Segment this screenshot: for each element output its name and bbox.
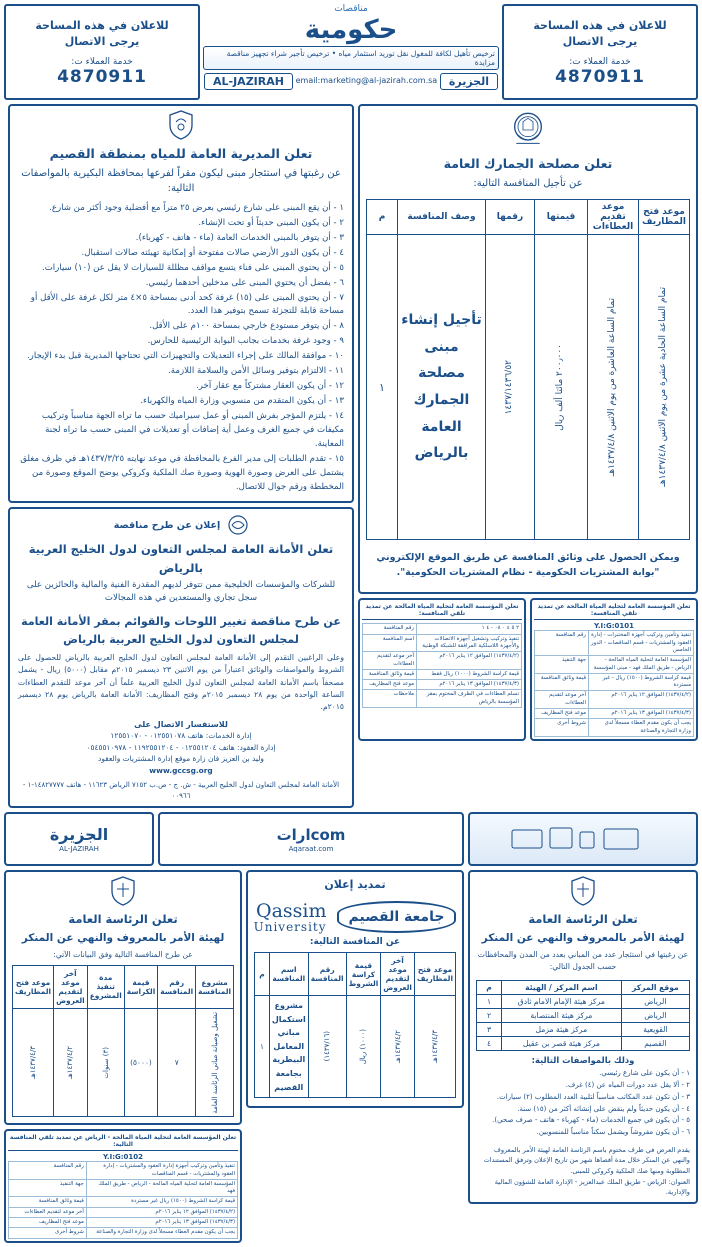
customs-value-text: ٢٠٠٫٠٠٠ مائتا ألف ريال (555, 343, 566, 431)
hl-footer-2: العنوان: الرياض - طريق الملك عبدالعزيز - الإدارة العامة للشؤون المالية والإدارية. (494, 1177, 690, 1196)
customs-note: ويمكن الحصول على وثائق المنافسة عن طريق الموقع الإلكتروني "بوابة المشتريات الحكومية - نظام المشتريات الحكومية". (376, 552, 680, 579)
hl-col-no: م (477, 981, 502, 995)
table-row (535, 709, 694, 719)
hayaa-right-announcement (4, 870, 242, 1125)
legal-1-c8: (١٤٣٧/٤/٣) الموافق ١٣ يناير ٢٠١٦م (589, 709, 694, 719)
table-row (255, 996, 456, 1098)
gcc-header: إعلان عن طرح مناقصة (113, 519, 221, 531)
legal-box-1-title: تعلن المؤسسة العامة لتحلية المياه المالحة عن تمديد تلقي المنافسة: (534, 602, 694, 620)
hr-cell-offers (54, 1008, 88, 1117)
legal-1-c7: آخر موعد لتقديم العطاءات (535, 691, 589, 709)
legal-box-3 (4, 1129, 242, 1242)
masthead-title: حكومية (304, 15, 398, 45)
qassim-logo-en-top: Qassim (256, 899, 327, 922)
hl-r1-name: مركز هيئة الإمام الامام ثادق (502, 995, 622, 1009)
legal-3-c0: تنفيذ وتأمين وتركيب أجهزة إدارة العقود والمشتريات - إدارة العقود والمشتريات - قسم المناقصات (86, 1162, 237, 1180)
gcc-title: تعلن الأمانة العامة لمجلس التعاون لدول الخليج العربية بالرياض (28, 542, 334, 575)
table-header-row (477, 981, 690, 995)
hl-r2-no: ٢ (477, 1009, 502, 1023)
hl-r2-location: الرياض (621, 1009, 689, 1023)
ad-aqaraat[interactable] (158, 812, 464, 866)
masthead-footer (204, 73, 498, 90)
hayaa-left-spec-title: وذلك بالمواصفات التالية: (531, 1055, 635, 1066)
q-col-open: موعد فتح المظاريف (414, 953, 455, 996)
legal-box-1 (530, 598, 698, 741)
q-cell-name: مشروع استكمال مباني المعامل البيطرية بجامعة القصيم (269, 996, 308, 1098)
hr-open-text: ١٤٣٧/٤/٣هـ (29, 1045, 38, 1079)
legal-1-c0: تنفيذ وتأمين وتركيب أجهزة المختبرات - إدارة العقود والمشتريات - قسم المناقصات - الدور الخامس (589, 631, 694, 656)
table-row (9, 1179, 238, 1197)
qassim-logo-en (253, 899, 327, 934)
customs-emblem-icon (511, 110, 545, 150)
water-item-14: ١٤ - يلتزم المؤجر بفرش المبنى أو عمل سيراميك حسب ما تراه الجهة مناسباً وتركيب مكيفات في جميع الغرف وعمل أية إضافات أو تعديلات في المبنى حسب ما تراه لجنة المعاينة. (41, 410, 344, 449)
hayaa-right-title: تعلن الرئاسة العامة (68, 912, 178, 927)
hl-spec-1: ١ - أن يكون على شارع رئيسي. (599, 1069, 690, 1078)
table-row (535, 656, 694, 674)
legal-2-c6: قيمة كراسة الشروط (١٠٠٠) ريال فقط (417, 669, 522, 679)
hr-col-project: مشروع المنافسة (196, 965, 234, 1008)
q-cell-number (308, 996, 346, 1098)
water-title: تعلن المديرية العامة للمياه بمنطقة القصيم (49, 146, 313, 161)
customs-table (366, 199, 690, 540)
water-emblem-icon (168, 110, 194, 140)
devices-icon (508, 826, 658, 852)
customs-col-number: رقمها (486, 200, 535, 235)
hr-offers-text: ١٤٣٧/٤/٢هـ (66, 1045, 75, 1079)
bottom-column-left (468, 870, 698, 1204)
header-ad-right-line2: يرجى الاتصال (64, 35, 140, 48)
table-row (13, 1008, 234, 1117)
table-row (535, 673, 694, 691)
hl-footer-1: يقدم العرض في ظرف مختوم باسم الرئاسة العامة لهيئة الأمر بالمعروف والنهي عن المنكر خلال مدة أقصاها شهر من تاريخ الإعلان وترفق المستندات المطلوبة ومنها صك الملكية وكروكي للمبنى. (483, 1146, 690, 1175)
hayaa-left-table (476, 980, 690, 1051)
table-row (363, 669, 522, 679)
hr-cell-value: (٥٠٠٠) (124, 1008, 158, 1117)
gcc-contact-2: إدارة العقود: هاتف ٠١٢٥٥١٢٠٤ - ١١٩٢٥٥١٢٠٤ - ٠٥٤٥٥١٠٩٧٨ (86, 742, 276, 752)
q-col-name: اسم المنافسة (269, 953, 308, 996)
hr-col-number: رقم المنافسة (158, 965, 196, 1008)
main-columns (0, 104, 702, 808)
aljazirah-logo-en: AL-JAZIRAH (59, 845, 99, 854)
gcc-contact-title: للاستفسار الاتصال على (134, 719, 228, 729)
gcc-contact-1: إدارة الخدمات: هاتف ٠١٢٥٥١٠٧٨ - ١٢٥٥١٠٧٠ (110, 730, 252, 740)
hr-cell-project (196, 1008, 234, 1117)
brand-aljazirah-ar: الجزيرة (440, 73, 498, 90)
bottom-column-mid (246, 870, 464, 1108)
hayaa-left-intro: عن رغبتها في استئجار عدد من المباني بعدد من المدن والمحافظات حسب الجدول التالي: (477, 950, 689, 971)
hl-spec-2: ٢ - ألا يقل عدد دورات المياه عن (٤) غرف. (565, 1080, 690, 1089)
q-cell-value (346, 996, 381, 1098)
legal-3-c4: قيمة كراسة الشروط (١٥٠٠) ريال غير مستردة (86, 1197, 237, 1207)
hayaa-left-specs (470, 1066, 696, 1143)
legal-box-1-table (534, 630, 694, 737)
table-row (363, 690, 522, 708)
table-row (535, 719, 694, 737)
table-row (9, 1162, 238, 1180)
table-row (363, 634, 522, 652)
header-ad-left[interactable] (502, 4, 698, 100)
bottom-columns (0, 870, 702, 1247)
table-row (535, 691, 694, 709)
q-number-text: (١٤٣٧/١٦) (323, 1031, 332, 1062)
table-header-row (255, 953, 456, 996)
hl-spec-6: ٦ - أن يكون مفروشاً ويشمل سكناً مناسباً للمنسوبين. (536, 1128, 690, 1137)
aljazirah-logo-ar: الجزيرة (49, 825, 109, 845)
masthead-top: مناقصات (334, 4, 368, 14)
water-item-3: ٣ - أن يتوفر بالمبنى الخدمات العامة (ماء - هاتف - كهرباء). (135, 232, 344, 243)
table-header-row (13, 965, 234, 1008)
aqaraat-logo: comارات (276, 825, 346, 844)
hl-col-name: اسم المركز / الهيئة (502, 981, 622, 995)
qassim-subject: عن المنافسة التالية: (309, 937, 401, 948)
q-cell-no: ١ (255, 996, 270, 1098)
legal-2-c11: ملاحظات (363, 690, 417, 708)
hl-spec-3: ٣ - أن تكون عدد المكاتب مناسباً لتلبية العدد المطلوب (٢) سيارات. (496, 1092, 690, 1101)
q-cell-open (414, 996, 455, 1098)
legal-3-c6: (١٤٣٧/٤/٢) الموافق ١٢ يناير ٢٠١٦م (86, 1207, 237, 1217)
qassim-tamdeed: تمديد إعلان (324, 878, 386, 892)
qassim-logo-en-bottom: University (253, 919, 327, 934)
legal-3-c1: رقم المنافسة (9, 1162, 87, 1180)
hr-duration-text: (٣) سنوات (101, 1046, 110, 1079)
table-row (9, 1207, 238, 1217)
customs-cell-desc: تأجيل إنشاء مبنى مصلحة الجمارك العامة بالرياض (398, 235, 486, 540)
header-ad-right[interactable] (4, 4, 200, 100)
hl-r3-no: ٣ (477, 1023, 502, 1037)
legal-box-1-code: Y.I:G:0101 (593, 622, 634, 631)
hl-r1-no: ١ (477, 995, 502, 1009)
ad-devices[interactable] (468, 812, 698, 866)
aqaraat-url: Aqaraat.com (288, 844, 334, 853)
hl-r1-location: الرياض (621, 995, 689, 1009)
table-row (363, 680, 522, 690)
legal-1-c11: شروط أخرى (535, 719, 589, 737)
customs-col-open: موعد فتح المظاريف (639, 200, 690, 235)
legal-2-c5: آخر موعد لتقديم العطاءات (363, 652, 417, 670)
gcc-body: وعلى الراغبين التقدم إلى الأمانة العامة لمجلس التعاون لدول الخليج العربية بالرياض للحصول على الشروط والمواصفات والوثائق اعتباراً من يوم الاثنين ٢٣ ديسمبر ٢٠١٥م مقابل (٥٠٠٠) ريال - يشمل مصحفاً باسم الأمانة العامة لمجلس التعاون لدول الخليج العربية علماً أن آخر موعد للتقدم العطاءات الساعة الواحدة من يوم ٢٨ ديسمبر ٢٠١٥م وفتح المظاريف: الأمانة العامة بالرياض يوم ٢٨ ديسمبر ٢٠١٥م. (18, 653, 344, 712)
legal-box-3-title: تعلن المؤسسة العامة لتحلية المياه المالحة - الرياض عن تمديد تلقي المنافسة التالية: (8, 1133, 238, 1151)
header-banner-text: ترخيص تأهيل لكافة للمغول نقل توريد استثمار مياه • ترخيص تأجير شراء تجهيز مناقصة مزايدة (226, 49, 495, 67)
header-email: email:marketing@al-jazirah.com.sa (295, 76, 438, 86)
legal-boxes-left (358, 598, 698, 741)
q-col-no: م (255, 953, 270, 996)
q-col-number: رقم المنافسة (308, 953, 346, 996)
q-offers-text: ١٤٣٧/٤/٢هـ (393, 1030, 402, 1064)
legal-box-2-title: تعلن المؤسسة العامة لتحلية المياه المالحة عن تمديد تلقي المنافسة: (362, 602, 522, 620)
legal-1-c9: موعد فتح المظاريف (535, 709, 589, 719)
water-item-13: ١٣ - أن يكون المتقدم من منسوبي وزارة المياه والكهرباء. (140, 395, 344, 406)
legal-2-c1: رقم المنافسة (363, 624, 417, 634)
hl-r3-location: القويعية (621, 1023, 689, 1037)
legal-3-c10: يجب أن يكون مقدم العطاء مسجلاً لدى وزارة التجارة والصناعة (86, 1228, 237, 1238)
table-row (477, 1037, 690, 1051)
bottom-column-right (4, 870, 242, 1243)
legal-2-c7: قيمة وثائق المنافسة (363, 669, 417, 679)
hr-col-open: موعد فتح المظاريف (13, 965, 54, 1008)
water-intro: عن رغبتها في استئجار مبنى ليكون مقراً لفرعها بمحافظة البكيرية بالمواصفات التالية: (21, 168, 341, 194)
brand-aljazirah-en: AL-JAZIRAH (204, 73, 293, 90)
legal-box-2-table (362, 623, 522, 708)
legal-box-3-code: Y.I:G:0102 (103, 1153, 144, 1162)
customs-cell-number (486, 235, 535, 540)
water-item-2: ٢ - أن يكون المبنى حديثاً أو تحت الإنشاء. (198, 217, 344, 228)
legal-3-c3: جهة التنفيذ (9, 1179, 87, 1197)
hayaa-left-announcement (468, 870, 698, 1204)
hl-r2-name: مركز هيئة المنتصابة (502, 1009, 622, 1023)
customs-col-value: قيمتها (535, 200, 588, 235)
table-row (477, 1023, 690, 1037)
water-item-5: ٥ - أن يحتوي المبنى على فناء يتسع مواقف مظللة للسيارات لا يقل عن (١٠) سيارات. (41, 262, 344, 273)
legal-2-c10: تسلم العطاءات في الظرف المختوم بمقر المؤسسة بالرياض (417, 690, 522, 708)
masthead (204, 4, 498, 100)
hl-col-location: موقع المركز (621, 981, 689, 995)
customs-subtitle: عن تأجيل المنافسة التالية: (473, 178, 583, 189)
table-row (477, 1009, 690, 1023)
legal-3-c5: قيمة وثائق المنافسة (9, 1197, 87, 1207)
water-item-6: ٦ - يفضل أن يحتوي المبنى على مدخلين أحدهما رئيسي. (145, 277, 344, 288)
legal-2-c0: ٢ ٥ ٤ ٠ ٠٨ - ٤ ١ (417, 624, 522, 634)
hayaa-left-footer (470, 1143, 696, 1202)
water-item-8: ٨ - أن يتوفر مستودع خارجي بمساحة ١٠٠م على الأقل. (149, 321, 344, 332)
legal-box-2 (358, 598, 526, 741)
header-ad-right-phone: 4870911 (57, 66, 147, 87)
legal-1-c2: المؤسسة العامة لتحلية المياه المالحة - الرياض - طريق الملك فهد - مبنى المؤسسة (589, 656, 694, 674)
customs-col-desc: وصف المنافسة (398, 200, 486, 235)
water-items (10, 200, 352, 501)
qassim-logo-ar: جامعة القصيم (337, 901, 457, 933)
ad-aljazirah[interactable] (4, 812, 154, 866)
gcc-emblem-icon (228, 514, 248, 536)
q-value-text: (١٠٠٠) ريال (359, 1028, 368, 1065)
water-directorate-announcement (8, 104, 354, 503)
hr-col-offers: آخر موعد لتقديم العروض (54, 965, 88, 1008)
table-row (535, 631, 694, 656)
hr-cell-duration (87, 1008, 124, 1117)
gcc-website-link[interactable]: www.gccsg.org (149, 766, 213, 776)
header-banner (203, 46, 499, 70)
page-header (0, 0, 702, 104)
water-item-9: ٩ - وجود غرفة بخدمات بجانب البوابة الرئيسية للحارس. (147, 336, 344, 347)
legal-box-3-table (8, 1161, 238, 1238)
column-left (358, 104, 698, 741)
header-ad-left-line1: للاعلان في هذه المساحة (533, 18, 667, 32)
water-item-7: ٧ - أن يحتوي المبنى على (١٥) غرفة كحد أدنى بمساحة ٥×٤ متر لكل غرفة على الأقل أو مساحة قابلة للتجزئة تسمح بتوفير هذا العدد. (30, 292, 344, 317)
legal-1-c5: قيمة وثائق المنافسة (535, 673, 589, 691)
table-row (367, 235, 690, 540)
customs-cell-value (535, 235, 588, 540)
hl-r4-location: القصيم (621, 1037, 689, 1051)
legal-3-c2: المؤسسة العامة لتحلية المياه المالحة - الرياض - طريق الملك فهد (86, 1179, 237, 1197)
customs-number-text: ١٤٣٧/١٤٣٦/٥٢ (504, 359, 515, 415)
header-ad-left-service: خدمة العملاء ت: (569, 56, 631, 67)
legal-2-c4: (١٤٣٧/٤/٢) الموافق ١٢ يناير ٢٠١٦م (417, 652, 522, 670)
gcc-subject: عن طرح مناقصة تغيير اللوحات والقوائم بمقر الأمانة العامة لمجلس التعاون لدول الخليج العربية بالرياض (21, 615, 341, 646)
customs-col-submit: موعد تقديم العطاءات (588, 200, 639, 235)
customs-submit-text: تمام الساعة العاشرة من يوم الاثنين ١٤٣٧/٤/٨هـ (607, 297, 618, 477)
customs-col-no: م (367, 200, 398, 235)
water-item-12: ١٢ - أن يكون العقار مشتركاً مع عقار آخر. (196, 381, 344, 392)
legal-1-c3: جهة التنفيذ (535, 656, 589, 674)
water-item-10: ١٠ - موافقة المالك على إجراء التعديلات والتجهيزات التي تحتاجها المديرية قبل بدء الإيجار. (26, 351, 344, 362)
customs-cell-open (639, 235, 690, 540)
header-ad-right-line1: للاعلان في هذه المساحة (35, 18, 169, 32)
table-row (363, 652, 522, 670)
legal-2-c9: موعد فتح المظاريف (363, 680, 417, 690)
hayaa-right-intro: عن طرح المنافسة التالية وفق البيانات الآتي: (53, 950, 193, 960)
table-row (9, 1218, 238, 1228)
water-item-15: ١٥ - تقدم الطلبات إلى مدير الفرع بالمحافظة في موعد نهايته ١٤٣٧/٣/٢٥هـ في ظرف مغلق يشتمل على العرض وصورة الهوية وصورة صك الملكية وكروكي يوضح الموقع وصورة من المخططة ورقم جوال للاتصال. (20, 453, 344, 492)
water-item-11: ١١ - الالتزام بتوفير وسائل الأمن والسلامة اللازمة. (168, 366, 344, 377)
header-ad-left-line2: يرجى الاتصال (562, 35, 638, 48)
column-right (8, 104, 354, 808)
customs-open-text: تمام الساعة الحادية عشرة من يوم الاثنين ١٤٣٧/٤/٨هـ (658, 287, 669, 487)
legal-1-c6: (١٤٣٧/٤/٢) الموافق ١٢ يناير ٢٠١٦م (589, 691, 694, 709)
customs-title: تعلن مصلحة الجمارك العامة (443, 156, 613, 171)
hayaa-emblem-left-icon (570, 876, 596, 906)
hl-spec-5: ٥ - أن يكون في جميع الخدمات (ماء - كهرباء - هاتف - صرف صحي). (492, 1116, 690, 1125)
legal-2-c8: (١٤٣٧/٤/٣) الموافق ١٣ يناير ٢٠١٦م (417, 680, 522, 690)
hayaa-emblem-right-icon (110, 876, 136, 906)
header-ad-left-phone: 4870911 (555, 66, 645, 87)
customs-announcement (358, 104, 698, 594)
q-col-value: قيمة كراسة الشروط (346, 953, 381, 996)
water-item-4: ٤ - أن يكون الدور الأرضي صالات مفتوحة أو إمكانية تهيئته صالات استقبال. (81, 247, 344, 258)
gcc-announcement (8, 507, 354, 808)
q-col-offers: آخر موعد لتقديم العروض (381, 953, 415, 996)
hr-cell-number: ٧ (158, 1008, 196, 1117)
hl-spec-4: ٤ - أن يكون حديثاً ولم ينقض على إنشائه أكثر من (١٥) سنة. (517, 1104, 690, 1113)
legal-3-c9: موعد فتح المظاريف (9, 1218, 87, 1228)
gcc-contacts (10, 730, 352, 780)
legal-3-c11: شروط أخرى (9, 1228, 87, 1238)
water-item-1: ١ - أن يقع المبنى على شارع رئيسي بعرض ٢٥ متراً مع أفضلية وجود أكثر من شارع. (49, 203, 344, 213)
customs-cell-submit (588, 235, 639, 540)
header-ad-right-service: خدمة العملاء ت: (71, 56, 133, 67)
customs-table-header-row (367, 200, 690, 235)
hayaa-right-table (12, 965, 234, 1118)
table-row (477, 995, 690, 1009)
legal-2-c2: تنفيذ وتركيب وتشغيل أجهزة الاتصالات والأجهزة اللاسلكية المرافقة للشبكة الوطنية (417, 634, 522, 652)
qassim-logo (248, 893, 462, 935)
gcc-contact-3: وليد بن العزيز فان زارة موقع إدارة المشتريات والعقود (98, 754, 264, 764)
qassim-table (254, 952, 456, 1098)
legal-2-c3: اسم المنافسة (363, 634, 417, 652)
legal-3-c8: (١٤٣٧/٤/٣) الموافق ١٣ يناير ٢٠١٦م (86, 1218, 237, 1228)
q-open-text: ١٤٣٧/٤/٣هـ (430, 1030, 439, 1064)
legal-1-c10: يجب أن يكون مقدم العطاء مسجلاً لدى وزارة التجارة والصناعة (589, 719, 694, 737)
hayaa-left-title: تعلن الرئاسة العامة (528, 912, 638, 927)
hayaa-left-subtitle: لهيئة الأمر بالمعروف والنهي عن المنكر (481, 932, 685, 945)
hayaa-right-subtitle: لهيئة الأمر بالمعروف والنهي عن المنكر (21, 932, 225, 945)
customs-cell-no: ١ (367, 235, 398, 540)
gcc-line1: للشركات والمؤسسات الخليجية ممن تتوفر لديهم المقدرة الفنية والمالية والحائزين على سجل تجاري والمستعدين في هذه المجالات (26, 580, 336, 604)
table-row (9, 1228, 238, 1238)
legal-1-c4: قيمة كراسة الشروط (١٥٠٠) ريال - غير مستردة (589, 673, 694, 691)
legal-3-c7: آخر موعد لتقديم العطاءات (9, 1207, 87, 1217)
gcc-footer: الأمانة العامة لمجلس التعاون لدول الخليج العربية - ش. ج - ص.ب ٧١٥٢ الرياض ١١٦٢٣ - هاتف ١٤٨٢٧٧٧٧-١ - ٠٠٩٦٦ (22, 781, 340, 800)
hl-r4-name: مركز هيئة قصر بن عقيل (502, 1037, 622, 1051)
qassim-announcement (246, 870, 464, 1108)
hl-r4-no: ٤ (477, 1037, 502, 1051)
hr-cell-open (13, 1008, 54, 1117)
hr-col-value: قيمة الكراسة (124, 965, 158, 1008)
hr-col-duration: مدة تنفيذ المشروع (87, 965, 124, 1008)
hr-project-text: تشغيل وصيانة مباني الرئاسة العامة (210, 1011, 219, 1114)
ads-strip (0, 808, 702, 870)
hl-r3-name: مركز هيئة مزمل (502, 1023, 622, 1037)
table-row (363, 624, 522, 634)
legal-1-c1: رقم المنافسة (535, 631, 589, 656)
q-cell-offers (381, 996, 415, 1098)
table-row (9, 1197, 238, 1207)
